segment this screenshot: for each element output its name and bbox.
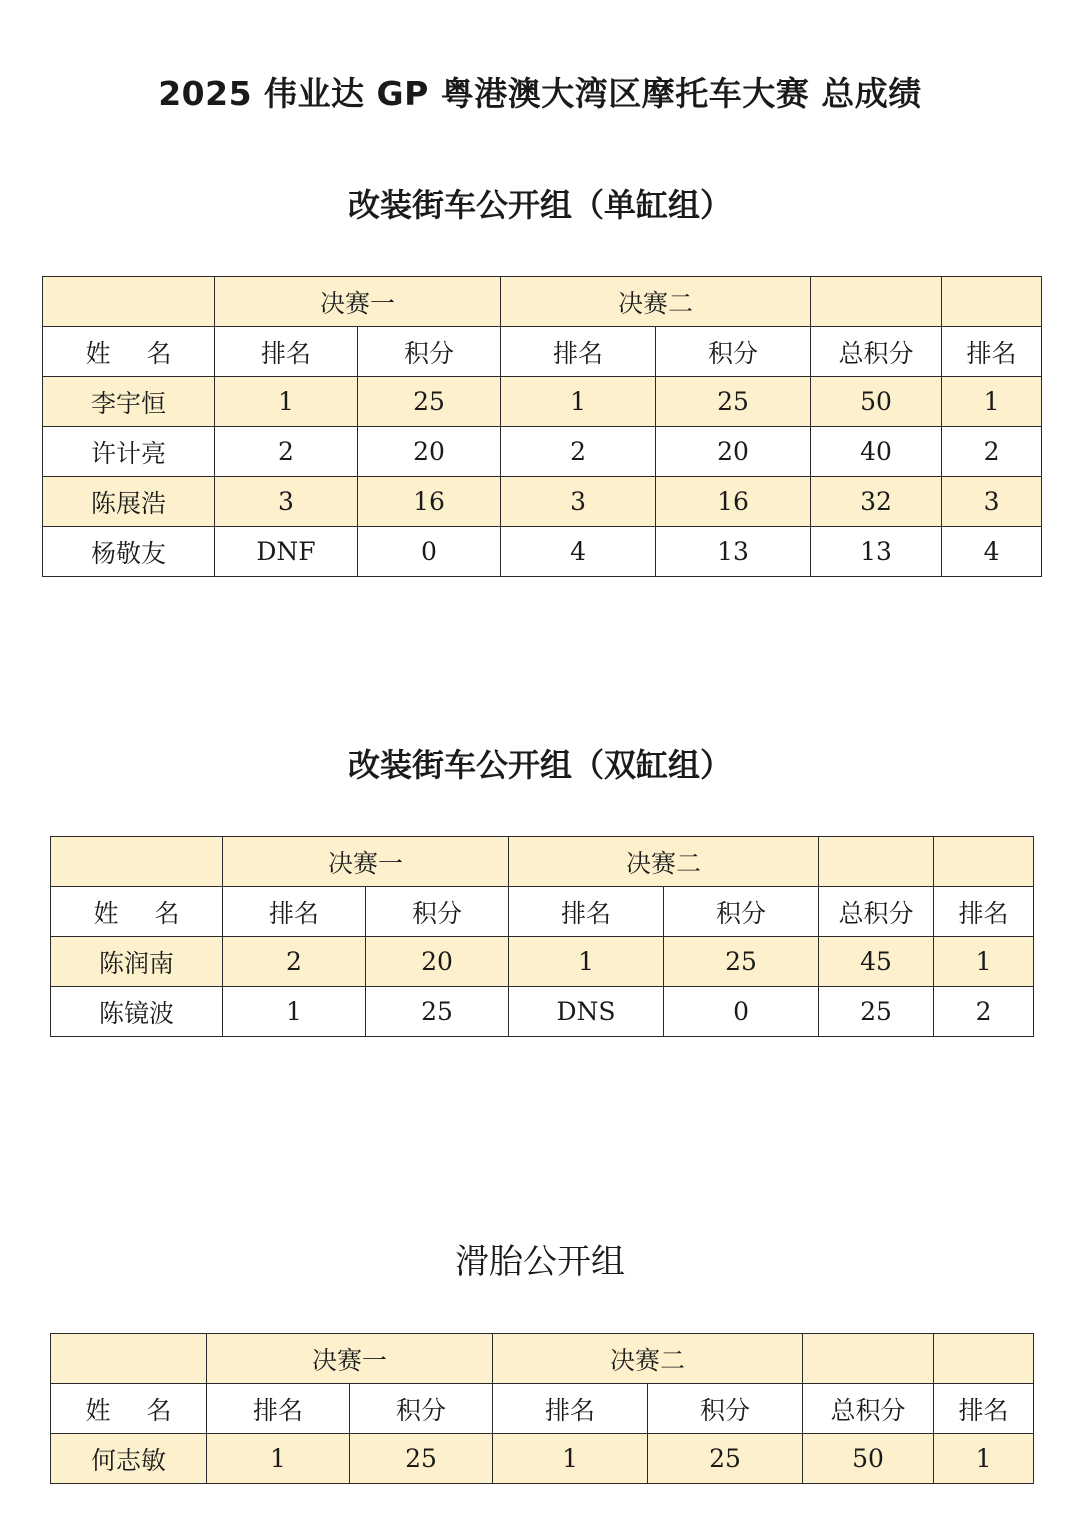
- table-row: [51, 1434, 1034, 1484]
- overall-rank-header: 排名: [934, 1384, 1034, 1434]
- table-row: [43, 477, 1042, 527]
- final1-points-header: 积分: [358, 327, 501, 377]
- rider-name: 杨敬友: [43, 527, 215, 577]
- table-row: [43, 527, 1042, 577]
- final1-points: 25: [358, 377, 501, 427]
- final1-rank: 3: [215, 477, 358, 527]
- overall-rank: 1: [942, 377, 1042, 427]
- final2-header: 决赛二: [493, 1334, 803, 1384]
- final2-rank: 1: [509, 937, 664, 987]
- header-blank-cell: [51, 1334, 207, 1384]
- overall-rank-header: 排名: [934, 887, 1034, 937]
- rider-name: 陈润南: [51, 937, 223, 987]
- total-points: 32: [811, 477, 942, 527]
- header-blank-cell: [819, 837, 934, 887]
- final2-points-header: 积分: [648, 1384, 803, 1434]
- final2-rank: 1: [493, 1434, 648, 1484]
- header-blank-cell: [811, 277, 942, 327]
- final1-points: 0: [358, 527, 501, 577]
- header-blank-cell: [942, 277, 1042, 327]
- document-title: 2025 伟业达 GP 粤港澳大湾区摩托车大赛 总成绩: [158, 74, 922, 113]
- final2-points: 0: [664, 987, 819, 1037]
- header-blank-cell: [934, 1334, 1034, 1384]
- final1-header: 决赛一: [223, 837, 509, 887]
- table-row: [43, 377, 1042, 427]
- final2-points: 13: [656, 527, 811, 577]
- header-blank-cell: [43, 277, 215, 327]
- final2-rank-header: 排名: [509, 887, 664, 937]
- total-points: 13: [811, 527, 942, 577]
- final2-rank: 2: [501, 427, 656, 477]
- name-header: 姓 名: [43, 327, 215, 377]
- total-points: 45: [819, 937, 934, 987]
- header-blank-cell: [51, 837, 223, 887]
- results-table: [50, 1333, 1034, 1484]
- results-table: [42, 276, 1042, 577]
- section-title: 改装街车公开组（单缸组）: [347, 186, 732, 224]
- overall-rank: 4: [942, 527, 1042, 577]
- final1-points-header: 积分: [350, 1384, 493, 1434]
- overall-rank: 1: [934, 937, 1034, 987]
- final1-points: 16: [358, 477, 501, 527]
- total-points-header: 总积分: [819, 887, 934, 937]
- final1-rank: 1: [223, 987, 366, 1037]
- final1-points: 25: [350, 1434, 493, 1484]
- total-points: 50: [811, 377, 942, 427]
- total-points: 40: [811, 427, 942, 477]
- rider-name: 许计亮: [43, 427, 215, 477]
- final1-rank: 2: [223, 937, 366, 987]
- final1-rank: DNF: [215, 527, 358, 577]
- total-points: 25: [819, 987, 934, 1037]
- final1-rank: 2: [215, 427, 358, 477]
- header-row-finals: [51, 1334, 1034, 1384]
- overall-rank: 3: [942, 477, 1042, 527]
- final2-rank: 3: [501, 477, 656, 527]
- rider-name: 陈展浩: [43, 477, 215, 527]
- final2-points-header: 积分: [664, 887, 819, 937]
- final2-rank: DNS: [509, 987, 664, 1037]
- final2-header: 决赛二: [501, 277, 811, 327]
- final1-points-header: 积分: [366, 887, 509, 937]
- final1-rank: 1: [215, 377, 358, 427]
- overall-rank: 1: [934, 1434, 1034, 1484]
- final2-rank-header: 排名: [493, 1384, 648, 1434]
- rider-name: 李宇恒: [43, 377, 215, 427]
- final2-points: 16: [656, 477, 811, 527]
- total-points-header: 总积分: [811, 327, 942, 377]
- final2-header: 决赛二: [509, 837, 819, 887]
- final1-rank-header: 排名: [223, 887, 366, 937]
- header-row-finals: [51, 837, 1034, 887]
- section-title: 滑胎公开组: [455, 1242, 625, 1282]
- header-row-columns: [51, 1384, 1034, 1434]
- final2-rank: 1: [501, 377, 656, 427]
- results-table: [50, 836, 1034, 1037]
- final2-points: 25: [664, 937, 819, 987]
- final2-rank: 4: [501, 527, 656, 577]
- name-header: 姓 名: [51, 887, 223, 937]
- final2-points: 25: [648, 1434, 803, 1484]
- final2-points: 25: [656, 377, 811, 427]
- overall-rank: 2: [942, 427, 1042, 477]
- header-row-columns: [51, 887, 1034, 937]
- final1-header: 决赛一: [207, 1334, 493, 1384]
- final1-points: 25: [366, 987, 509, 1037]
- rider-name: 何志敏: [51, 1434, 207, 1484]
- total-points-header: 总积分: [803, 1384, 934, 1434]
- header-row-finals: [43, 277, 1042, 327]
- overall-rank: 2: [934, 987, 1034, 1037]
- final1-header: 决赛一: [215, 277, 501, 327]
- table-row: [51, 937, 1034, 987]
- total-points: 50: [803, 1434, 934, 1484]
- table-row: [43, 427, 1042, 477]
- header-blank-cell: [934, 837, 1034, 887]
- final1-rank-header: 排名: [207, 1384, 350, 1434]
- section-title: 改装街车公开组（双缸组）: [347, 746, 732, 784]
- name-header: 姓 名: [51, 1384, 207, 1434]
- final2-points-header: 积分: [656, 327, 811, 377]
- final1-rank: 1: [207, 1434, 350, 1484]
- final1-points: 20: [366, 937, 509, 987]
- overall-rank-header: 排名: [942, 327, 1042, 377]
- final1-points: 20: [358, 427, 501, 477]
- header-blank-cell: [803, 1334, 934, 1384]
- rider-name: 陈镜波: [51, 987, 223, 1037]
- table-row: [51, 987, 1034, 1037]
- final2-rank-header: 排名: [501, 327, 656, 377]
- header-row-columns: [43, 327, 1042, 377]
- final2-points: 20: [656, 427, 811, 477]
- final1-rank-header: 排名: [215, 327, 358, 377]
